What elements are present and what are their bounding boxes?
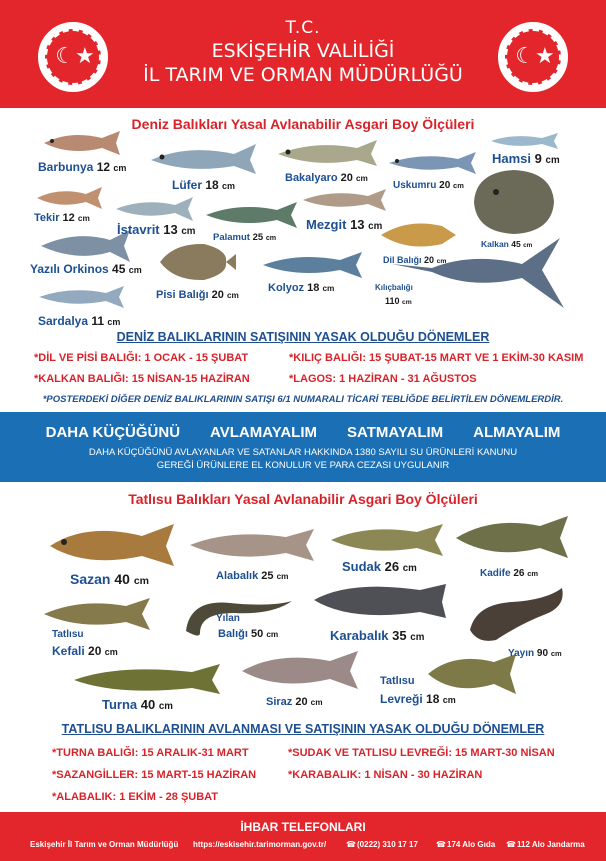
palamut-illustration <box>203 200 299 230</box>
fresh-ban-title: TATLISU BALIKLARININ AVLANMASI VE SATIŞININ YASAK OLDUĞU DÖNEMLER <box>61 722 545 736</box>
fish-label-kadife: Kadife 26 cm <box>480 568 539 579</box>
kalkan-illustration <box>466 166 562 238</box>
fish-label-yilan-1: Yılan <box>216 613 240 624</box>
fish-label-mezgit: Mezgit 13 cm <box>306 217 383 232</box>
phone-icon: ☎ <box>506 840 516 849</box>
kadife-illustration <box>452 512 570 562</box>
sea-fish-title: Deniz Balıkları Yasal Avlanabilir Asgari Boy Ölçüleri <box>131 116 475 132</box>
header-line2: ESKİŞEHİR VALİLİĞİ <box>211 40 395 62</box>
fish-label-yayin: Yayın 90 cm <box>508 648 562 659</box>
siraz-illustration <box>238 647 360 693</box>
fish-label-orkinos: Yazılı Orkinos 45 cm <box>30 262 142 276</box>
mezgit-illustration <box>300 186 388 214</box>
fish-label-karabalik: Karabalık 35 cm <box>330 628 425 643</box>
fish-label-tatlisu-kefali-2: Kefali 20 cm <box>52 644 118 658</box>
kilicbaligi-illustration <box>392 234 566 316</box>
tatlisu-kefali-illustration <box>40 594 152 634</box>
slogan-1: DAHA KÜÇÜĞÜNÜ <box>45 424 181 441</box>
sazan-illustration <box>46 518 176 570</box>
fish-label-turna: Turna 40 cm <box>102 697 173 712</box>
fish-label-lufer: Lüfer 18 cm <box>172 178 236 192</box>
fish-label-kolyoz: Kolyoz 18 cm <box>268 282 335 294</box>
uskumru-illustration <box>386 150 478 176</box>
header-line3: İL TARIM VE ORMAN MÜDÜRLÜĞÜ <box>143 64 463 86</box>
slogan-2: AVLAMAYALIM <box>210 424 318 441</box>
sea-ban-title: DENİZ BALIKLARININ SATIŞININ YASAK OLDUĞU DÖNEMLER <box>116 330 490 344</box>
sudak-illustration <box>327 520 445 560</box>
fish-label-levrek-2: Levreği 18 cm <box>380 692 456 706</box>
slogans <box>0 424 606 441</box>
fresh-ban-1: *TURNA BALIĞI: 15 ARALIK-31 MART <box>52 747 249 759</box>
footer-phone1: (0222) 310 17 17 <box>357 840 418 849</box>
kolyoz-illustration <box>260 250 364 280</box>
fish-label-palamut: Palamut 25 cm <box>213 232 277 243</box>
footer-phone3: 112 Alo Jandarma <box>517 840 585 849</box>
slogan-4: ALMAYALIM <box>473 424 561 441</box>
sea-ban-3: *KALKAN BALIĞI: 15 NİSAN-15 HAZİRAN <box>34 373 250 385</box>
sea-ban-4: *LAGOS: 1 HAZİRAN - 31 AĞUSTOS <box>289 373 477 385</box>
fish-label-tekir: Tekir 12 cm <box>34 212 90 224</box>
istavrit-illustration <box>113 195 195 223</box>
fish-label-siraz: Siraz 20 cm <box>266 696 323 708</box>
turna-illustration <box>72 660 222 698</box>
footer-url[interactable]: https://eskisehir.tarimorman.gov.tr/ <box>193 840 327 849</box>
tekir-illustration <box>34 185 104 211</box>
footer-title: İHBAR TELEFONLARI <box>240 820 366 834</box>
barbunya-illustration <box>40 128 122 158</box>
tatlisu-levregi-illustration <box>424 650 518 698</box>
footer-org: Eskişehir İl Tarım ve Orman Müdürlüğü <box>30 840 179 849</box>
sea-ban-1: *DİL VE PİSİ BALIĞI: 1 OCAK - 15 ŞUBAT <box>34 352 249 364</box>
fish-label-barbunya: Barbunya 12 cm <box>38 160 127 174</box>
fresh-ban-5: *ALABALIK: 1 EKİM - 28 ŞUBAT <box>52 791 219 803</box>
fresh-ban-3: *SAZANGİLLER: 15 MART-15 HAZİRAN <box>52 769 257 781</box>
ministry-seal-right: ☾★ <box>498 22 568 92</box>
fish-label-bakalyaro: Bakalyaro 20 cm <box>285 172 368 184</box>
fish-label-tatlisu-kefali-1: Tatlısu <box>52 629 84 640</box>
sea-ban-2: *KILIÇ BALIĞI: 15 ŞUBAT-15 MART VE 1 EKİM-30 KASIM <box>289 352 584 364</box>
hamsi-illustration <box>488 131 560 151</box>
warning-banner <box>0 412 606 482</box>
law-text-1: DAHA KÜÇÜĞÜNÜ AVLAYANLAR VE SATANLAR HAKKINDA 1380 SAYILI SU ÜRÜNLERİ KANUNU <box>88 447 518 458</box>
fish-label-levrek-1: Tatlısu <box>380 675 415 687</box>
law-text-2: GEREĞİ ÜRÜNLERE EL KONULUR VE PARA CEZASI UYGULANIR <box>156 460 450 471</box>
fish-label-uskumru: Uskumru 20 cm <box>393 180 464 191</box>
yayin-illustration <box>466 582 570 646</box>
fish-label-dil: Dil Balığı 20 cm <box>383 255 447 265</box>
pisi-baligi-illustration <box>156 240 238 284</box>
phone-icon: ☎ <box>436 840 446 849</box>
bakalyaro-illustration <box>275 136 379 170</box>
footer-phone2: 174 Alo Gıda <box>447 840 496 849</box>
fish-label-kalkan: Kalkan 45 cm <box>481 239 533 249</box>
fish-size-kilicbaligi: 110 cm <box>385 296 412 306</box>
sea-note: *POSTERDEKİ DİĞER DENİZ BALIKLARININ SATIŞI 6/1 NUMARALI TİCARİ TEBLİĞDE BELİRTİLEN DÖNEMLERDİR. <box>42 394 564 405</box>
header <box>0 0 606 108</box>
fresh-ban-2: *SUDAK VE TATLISU LEVREĞİ: 15 MART-30 NİSAN <box>288 747 555 759</box>
fresh-fish-title: Tatlısu Balıkları Yasal Avlanabilir Asgari Boy Ölçüleri <box>128 491 478 507</box>
fish-label-hamsi: Hamsi 9 cm <box>492 151 560 166</box>
fish-label-sudak: Sudak 26 cm <box>342 559 417 574</box>
sardalya-illustration <box>36 284 126 310</box>
fish-label-sazan: Sazan 40 cm <box>70 571 150 587</box>
footer <box>0 812 606 861</box>
lufer-illustration <box>148 142 258 176</box>
fresh-ban-4: *KARABALIK: 1 NİSAN - 30 HAZİRAN <box>288 769 483 781</box>
fish-label-kilicbaligi: Kılıçbalığı <box>375 283 413 292</box>
karabalik-illustration <box>310 578 448 626</box>
fish-label-alabalik: Alabalık 25 cm <box>216 570 289 582</box>
fish-label-pisi: Pisi Balığı 20 cm <box>156 289 239 301</box>
slogan-3: SATMAYALIM <box>347 424 444 441</box>
fish-label-yilan-2: Balığı 50 cm <box>218 628 279 640</box>
alabalik-illustration <box>186 525 316 565</box>
phone-icon: ☎ <box>346 840 356 849</box>
header-line1: T.C. <box>285 18 321 38</box>
fish-label-sardalya: Sardalya 11 cm <box>38 314 121 328</box>
ministry-seal-left: ☾★ <box>38 22 108 92</box>
fish-label-istavrit: İstavrit 13 cm <box>117 222 196 237</box>
